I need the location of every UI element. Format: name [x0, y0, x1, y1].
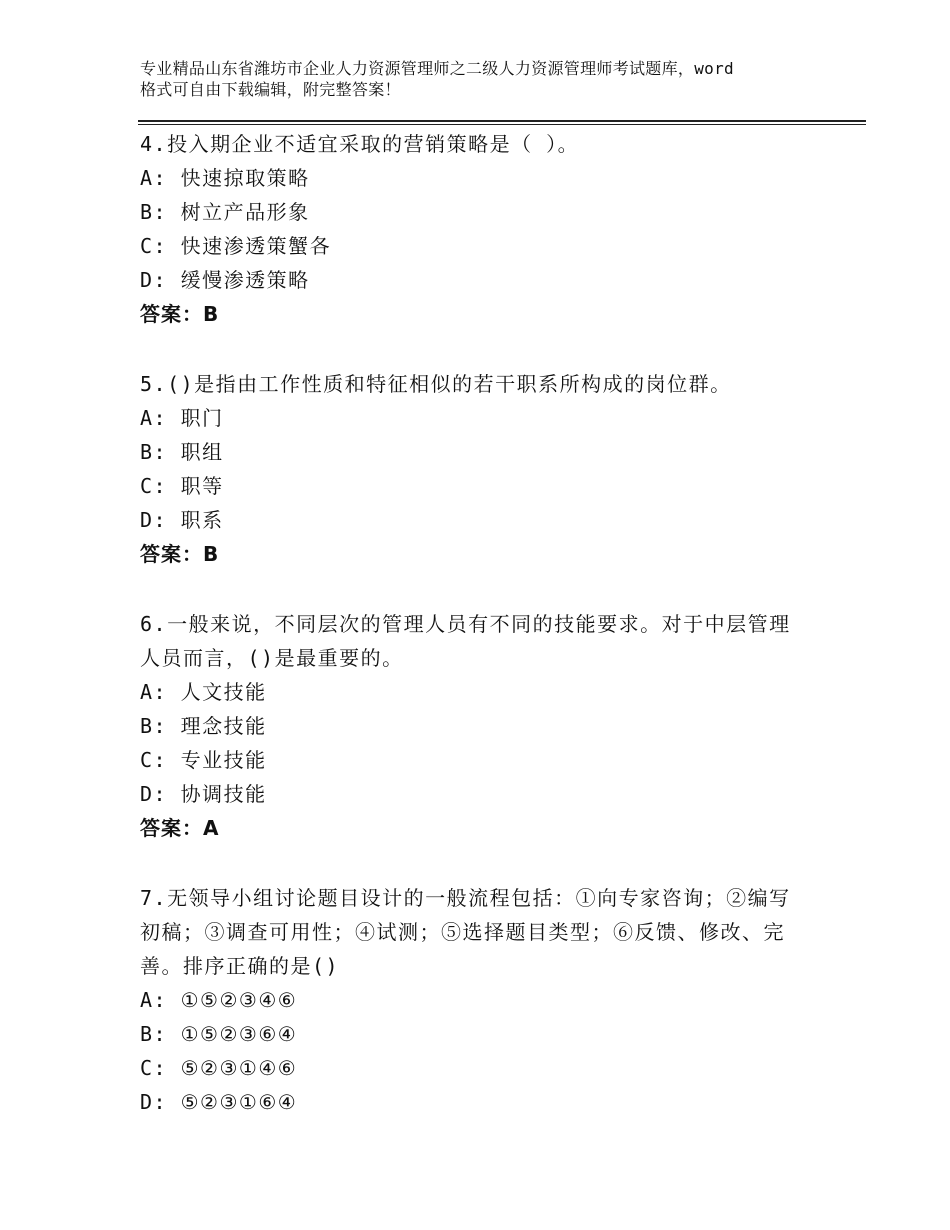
- option-d: D: 缓慢渗透策略: [140, 268, 310, 292]
- question-5: [140, 367, 820, 571]
- option-a: A: 人文技能: [140, 680, 267, 704]
- option-c: C: ⑤②③①④⑥: [140, 1056, 298, 1080]
- question-list: [140, 127, 820, 1119]
- option-b: B: 理念技能: [140, 714, 267, 738]
- answer: 答案：B: [140, 302, 220, 326]
- option-a: A: 职门: [140, 406, 224, 430]
- answer: 答案：A: [140, 816, 220, 840]
- question-stem: 6.一般来说，不同层次的管理人员有不同的技能要求。对于中层管理: [140, 612, 791, 636]
- question-stem-continued: 人员而言，()是最重要的。: [140, 646, 404, 670]
- header-divider-thin: [138, 124, 866, 125]
- header-line-2: 格式可自由下载编辑，附完整答案！: [140, 80, 401, 99]
- question-7: [140, 881, 820, 1119]
- option-b: B: 树立产品形象: [140, 200, 310, 224]
- option-d: D: 协调技能: [140, 782, 267, 806]
- question-stem-continued: 初稿；③调查可用性；④试测；⑤选择题目类型；⑥反馈、修改、完: [140, 920, 785, 944]
- option-b: B: ①⑤②③⑥④: [140, 1022, 298, 1046]
- option-b: B: 职组: [140, 440, 224, 464]
- question-6: [140, 607, 820, 845]
- option-c: C: 专业技能: [140, 748, 267, 772]
- answer: 答案：B: [140, 542, 220, 566]
- question-stem: 4.投入期企业不适宜采取的营销策略是（ ）。: [140, 132, 580, 156]
- question-stem: 5.()是指由工作性质和特征相似的若干职系所构成的岗位群。: [140, 372, 732, 396]
- option-a: A: ①⑤②③④⑥: [140, 988, 298, 1012]
- option-c: C: 快速渗透策蟹各: [140, 234, 332, 258]
- option-c: C: 职等: [140, 474, 224, 498]
- option-d: D: 职系: [140, 508, 224, 532]
- question-4: [140, 127, 820, 331]
- option-a: A: 快速掠取策略: [140, 166, 310, 190]
- question-stem-continued: 善。排序正确的是(): [140, 954, 340, 978]
- header-divider: [138, 120, 866, 122]
- option-d: D: ⑤②③①⑥④: [140, 1090, 298, 1114]
- header-line-1: 专业精品山东省潍坊市企业人力资源管理师之二级人力资源管理师考试题库，word: [140, 59, 734, 78]
- document-header: [140, 58, 830, 100]
- question-stem: 7.无领导小组讨论题目设计的一般流程包括：①向专家咨询；②编写: [140, 886, 791, 910]
